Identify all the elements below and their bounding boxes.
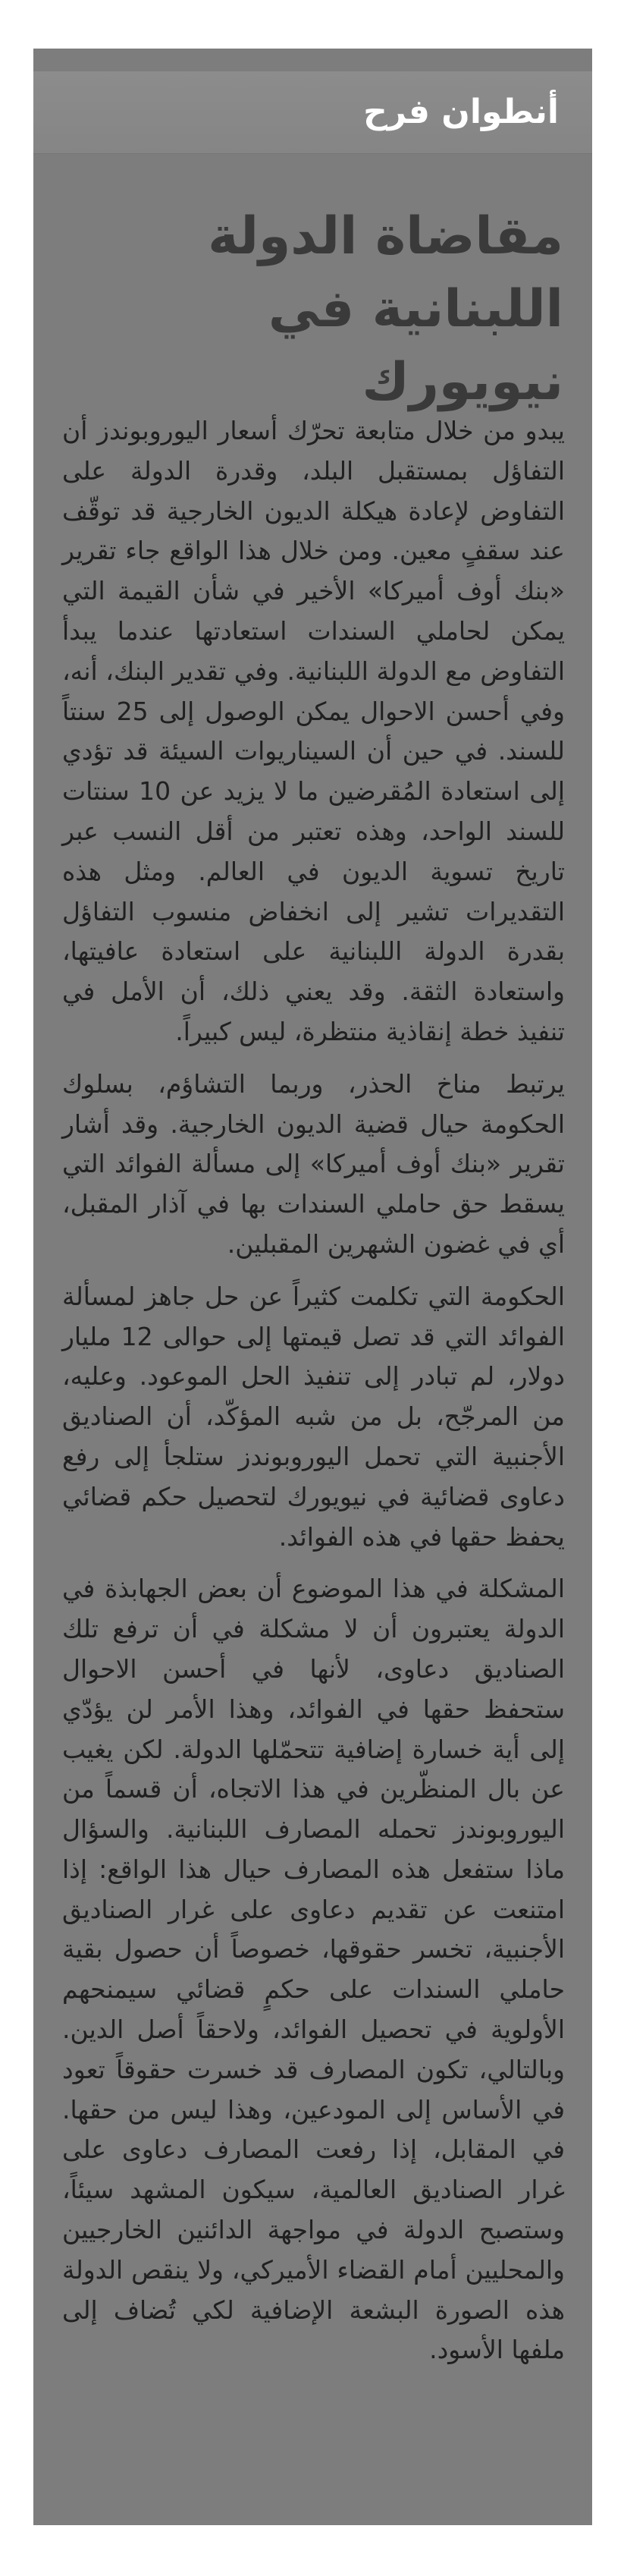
article-paragraph: الحكومة التي تكلمت كثيراً عن حل جاهز لمسألة الفوائد التي قد تصل قيمتها إلى حوالى 12 مليار دولار، لم تبادر إلى تنفيذ الحل الموعود. وعليه، من المرجّح، بل من شبه المؤكّد، أن الصناديق الأجنبية التي تحمل اليوروبوندز ستلجأ إلى رفع دعاوى قضائية في نيويورك لتحصيل حكم قضائي يحفظ حقها في هذه الفوائد. (62, 1281, 565, 1552)
author-name: أنطوان فرح (363, 93, 559, 131)
article-paragraph: المشكلة في هذا الموضوع أن بعض الجهابذة في الدولة يعتبرون أن لا مشكلة في أن ترفع تلك الصناديق دعاوى، لأنها في أحسن الاحوال ستحفظ حقها في الفوائد، وهذا الأمر لن يؤدّي إلى أية خسارة إضافية تتحمّلها الدولة. لكن يغيب عن بال المنظّرين في هذا الاتجاه، أن قسماً من اليوروبوندز تحمله المصارف اللبنانية. والسؤال ماذا ستفعل هذه المصارف حيال هذا الواقع: إذا امتنعت عن تقديم دعاوى على غرار الصناديق الأجنبية، تخسر حقوقها، خصوصاً أن حصول بقية حاملي السندات على حكمٍ قضائي سيمنحهم الأولوية في تحصيل الفوائد، ولاحقاً أصل الدين. وبالتالي، تكون المصارف قد خسرت حقوقاً تعود في الأساس إلى المودعين، وهذا ليس من حقها. في المقابل، إذا رفعت المصارف دعاوى على غرار الصناديق العالمية، سيكون المشهد سيئاً، وستصبح الدولة في مواجهة الدائنين الخارجيين والمحليين أمام القضاء الأميركي، ولا ينقص الدولة هذه الصورة البشعة الإضافية لكي تُضاف إلى ملفها الأسود. (62, 1574, 565, 2365)
article-paragraph: يرتبط مناخ الحذر، وربما التشاؤم، بسلوك الحكومة حيال قضية الديون الخارجية. وقد أشار تقرير «بنك أوف أميركا» إلى مسألة الفوائد التي يسقط حق حاملي السندات بها في آذار المقبل، أي في غضون الشهرين المقبلين. (62, 1068, 565, 1259)
article-title: مقاضاة الدولة اللبنانية في نيويورك (208, 206, 563, 412)
article-paragraph: يبدو من خلال متابعة تحرّك أسعار اليوروبوندز أن التفاؤل بمستقبل البلد، وقدرة الدولة على التفاوض لإعادة هيكلة الديون الخارجية قد توقّف عند سقفٍ معين. ومن خلال هذا الواقع جاء تقرير «بنك أوف أميركا» الأخير في شأن القيمة التي يمكن لحاملي السندات استعادتها عندما يبدأ التفاوض مع الدولة اللبنانية. وفي تقدير البنك، أنه، وفي أحسن الاحوال يمكن الوصول إلى 25 سنتاً للسند. في حين أن السيناريوات السيئة قد تؤدي إلى استعادة المُقرضين ما لا يزيد عن 10 سنتات للسند الواحد، وهذه تعتبر من أقل النسب عبر تاريخ تسوية الديون في العالم. ومثل هذه التقديرات تشير إلى انخفاض منسوب التفاؤل بقدرة الدولة اللبنانية على استعادة عافيتها، واستعادة الثقة. وقد يعني ذلك، أن الأمل في تنفيذ خطة إنقاذية منتظرة، ليس كبيراً. (62, 416, 565, 1046)
article-body (62, 411, 565, 2383)
article-panel (33, 49, 592, 2525)
